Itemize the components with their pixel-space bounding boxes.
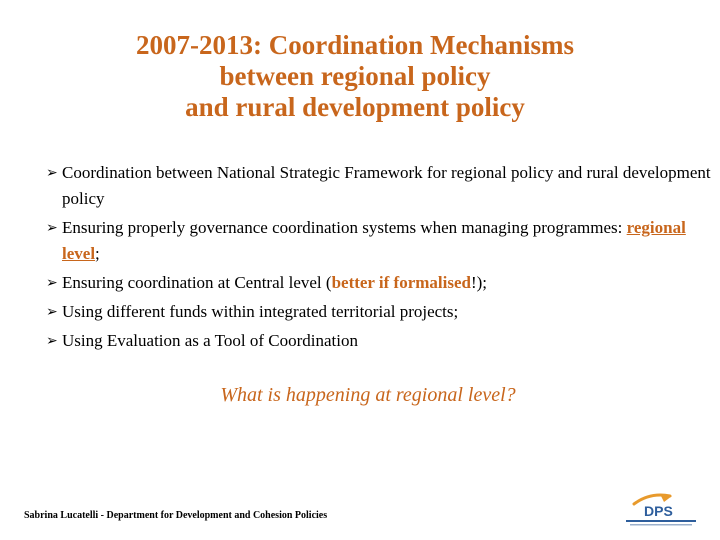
bullet-text: Using Evaluation as a Tool of Coordination [62,331,358,350]
arrow-bullet-icon: ➢ [46,275,58,291]
bullet-text-after: !); [470,273,488,292]
title-line-3: and rural development policy [185,92,525,122]
bullet-text: Coordination between National Strategic Framework for regional policy and rural development policy [62,163,711,208]
footer-credit: Sabrina Lucatelli - Department for Development and Cohesion Policies [24,510,328,521]
bullet-item [46,270,716,296]
arrow-bullet-icon: ➢ [46,165,58,181]
bullet-highlight: better if formalised [331,273,471,292]
arrow-bullet-icon: ➢ [46,220,58,236]
bullet-list [46,160,716,357]
bullet-text: Using different funds within integrated territorial projects; [62,302,459,321]
bullet-highlight: regional level [62,218,686,263]
title-line-1: 2007-2013: Coordination Mechanisms [136,30,574,60]
bullet-item [46,160,716,212]
arrow-bullet-icon: ➢ [46,333,58,349]
bullet-text-before: Ensuring coordination at Central level ( [62,273,332,292]
bullet-text-before: Ensuring properly governance coordination systems when managing programmes: [62,218,627,237]
bullet-text [62,273,487,292]
bullet-text [62,218,686,263]
logo-text: DPS [644,503,673,519]
closing-question: What is happening at regional level? [220,384,516,406]
slide-title [40,30,670,123]
dps-logo [620,490,702,530]
bullet-item [46,299,716,325]
title-line-2: between regional policy [219,61,491,91]
bullet-text-after: ; [95,244,100,263]
bullet-item [46,215,716,267]
bullet-item [46,328,716,354]
arrow-bullet-icon: ➢ [46,304,58,320]
